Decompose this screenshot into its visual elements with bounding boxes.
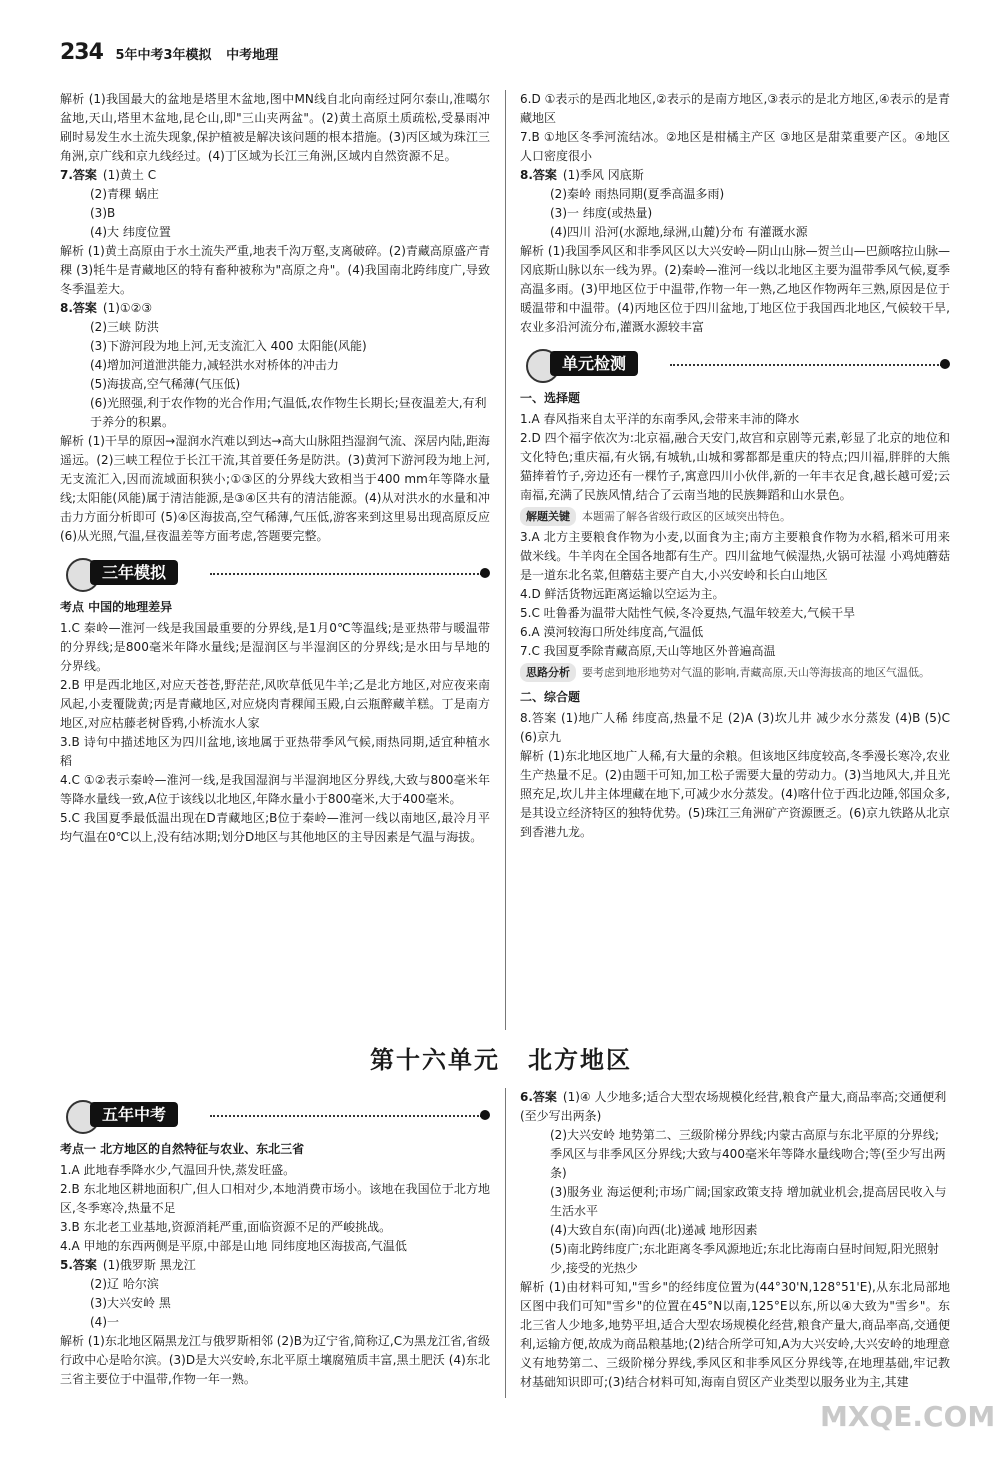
list-item: 4.A 甲地的东西两侧是平原,中部是山地 同纬度地区海拔高,气温低 [60, 1239, 407, 1253]
list-item: 4.C ①②表示秦岭—淮河一线,是我国湿润与半湿润地区分界线,大致与800毫米年等降水量线一致,A位于该线以北地区,年降水量小于800毫米,大于400毫米。 [60, 773, 490, 806]
unit-title [370, 1040, 660, 1075]
kaodian-title: 考点一 北方地区的自然特征与农业、东北三省 [60, 1142, 305, 1156]
answer-7-label: 7.答案 [60, 168, 97, 182]
answer-7-line: (4)大 纬度位置 [90, 225, 171, 239]
answer-7-line: (3)B [90, 206, 116, 220]
section-banner-unit-test [520, 347, 950, 381]
answer-line: (3)大兴安岭 黑 [90, 1296, 171, 1310]
section-comprehensive: 二、综合题 [520, 690, 581, 704]
analysis-8: 解析 (1)干旱的原因→湿润水汽难以到达→高大山脉阻挡湿润气流、深居内陆,距海遥远。(2)三峡工程位于长江干流,其首要任务是防洪。(3)黄河下游河段为地上河,无支流汇入,因而流域面积狭小;①③区的分界线大致相当于400 mm年等降水量线;太阳能(风能)属于清洁能源,是③④区共有的清洁能源。(4)从对洪水的水量和冲击力方面分析即可 (5)④区海拔高,空气稀薄,气压低,游客来到这里易出现高原反应 (6)从光照,气温,昼夜温差等方面考虑,答题要完整。 [60, 434, 490, 543]
kaodian-title: 考点 中国的地理差异 [60, 600, 173, 614]
list-item: 5.C 我国夏季最低温出现在D青藏地区;B位于秦岭—淮河一线以南地区,最冷月平均气温在0℃以上,没有结冰期;划分D地区与其他地区的主导因素是气温与海拔。 [60, 811, 490, 844]
answer-line: (1)俄罗斯 黑龙江 [102, 1258, 196, 1272]
right-column [520, 90, 950, 842]
list-item: 6.D ①表示的是西北地区,②表示的是南方地区,③表示的是北方地区,④表示的是青藏地区 [520, 92, 950, 125]
section-choice: 一、选择题 [520, 391, 581, 405]
list-item: 3.A 北方主要粮食作物为小麦,以面食为主;南方主要粮食作物为水稻,稻米可用来做米线。牛羊肉在全国各地都有生产。四川盆地气候湿热,火锅可祛湿 小鸡炖蘑菇是一道东北名菜,但蘑菇主要产自大,小兴安岭和长白山地区 [520, 530, 950, 582]
bottom-right-column [520, 1088, 950, 1392]
list-item: 2.B 东北地区耕地面积广,但人口相对少,本地消费市场小。该地在我国位于北方地区,冬季寒冷,热量不足 [60, 1182, 490, 1215]
column-divider-bottom [505, 1088, 506, 1398]
book-title: 5年中考3年模拟 [115, 48, 212, 63]
answer-8-line: (4)增加河道泄洪能力,减轻洪水对桥体的冲击力 [90, 358, 339, 372]
column-divider [505, 90, 506, 1030]
analysis-8b: 解析 (1)东北地区地广人稀,有大量的余粮。但该地区纬度较高,冬季漫长寒冷,农业生产热量不足。(2)由题干可知,加工松子需要大量的劳动力。(3)当地风大,并且光照充足,坎儿井主体埋藏在地下,可减少水分蒸发。(4)喀什位于西北边陲,邻国众多,是其设立经济特区的独特优势。(5)珠江三角洲矿产资源匮乏。(6)京九铁路从北京到香港九龙。 [520, 749, 950, 839]
answer-8-label: 8.答案 [520, 168, 557, 182]
section-banner-three-year [60, 556, 490, 590]
answer-line: (3)服务业 海运便利;市场广阔;国家政策支持 增加就业机会,提高居民收入与生活水平 [550, 1185, 947, 1218]
answer-line: (4)大致自东(南)向西(北)递减 地形因素 [550, 1223, 758, 1237]
list-item: 4.D 鲜活货物远距离运输以空运为主。 [520, 587, 725, 601]
answer-line: (1)季风 冈底斯 [562, 168, 644, 182]
subject: 中考地理 [226, 48, 279, 63]
unit-name: 北方地区 [528, 1046, 632, 1074]
answer-8-line: (2)三峡 防洪 [90, 320, 159, 334]
analysis-5: 解析 (1)东北地区隔黑龙江与俄罗斯相邻 (2)B为辽宁省,简称辽,C为黑龙江省,省级行政中心是哈尔滨。(3)D是大兴安岭,东北平原土壤腐殖质丰富,黑土肥沃 (4)东北三省主要位于中温带,作物一年一熟。 [60, 1334, 490, 1386]
answer-line: (2)大兴安岭 地势第二、三级阶梯分界线;内蒙古高原与东北平原的分界线;季风区与非季风区分界线;大致与400毫米年等降水量线吻合;等(至少写出两条) [550, 1128, 946, 1180]
tip-analysis [520, 663, 950, 682]
list-item: 6.A 漠河较海口所处纬度高,气温低 [520, 625, 704, 639]
answer-line: (4)一 [90, 1315, 119, 1329]
section-banner-five-year [60, 1098, 490, 1132]
answer-line: (4)四川 沿河(水源地,绿洲,山麓)分布 有灌溉水源 [550, 225, 808, 239]
answer-8-label: 8.答案 [60, 301, 97, 315]
analysis-6: 解析 (1)由材料可知,"雪乡"的经纬度位置为(44°30'N,128°51'E),从东北局部地区图中我们可知"雪乡"的位置在45°N以南,125°E以东,所以④大致为"雪乡"。东北三省人少地多,地势平坦,适合大型农场规模化经营,粮食产量大,商品率高,交通便利,运输方便,故成为商品粮基地;(2)结合所学可知,A为大兴安岭,大兴安岭的地理意义有地势第二、三级阶梯分界线,季风区和非季风区分界线等,在地理基础,牢记教材基础知识即可;(3)结合材料可知,海南自贸区产业类型以服务业为主,其建 [520, 1280, 950, 1389]
list-item: 1.C 秦岭—淮河一线是我国最重要的分界线,是1月0℃等温线;是亚热带与暖温带的分界线;是800毫米年降水量线;是湿润区与半湿润区的分界线;是水田与旱地的分界线。 [60, 621, 490, 673]
page-number: 234 [60, 40, 103, 65]
answer-8-line: (3)下游河段为地上河,无支流汇入 400 太阳能(风能) [90, 339, 367, 353]
page-header [60, 40, 278, 65]
list-item: 2.D 四个福字依次为:北京福,融合天安门,故宫和京剧等元素,彰显了北京的地位和文化特色;重庆福,有火锅,有城轨,山城和雾都都是重庆的特点;四川福,胖胖的大熊猫捧着竹子,旁边还有一棵竹子,寓意四川小伙伴,新的一年丰衣足食,越长越可爱;云南福,充满了民族风情,结合了云南当地的民族舞蹈和山水景色。 [520, 431, 950, 502]
list-item: 3.B 诗句中描述地区为四川盆地,该地属于亚热带季风气候,雨热同期,适宜种植水稻 [60, 735, 490, 768]
tip-tag: 解题关键 [520, 507, 576, 526]
watermark: MXQE.COM [820, 1400, 996, 1433]
list-item: 3.B 东北老工业基地,资源消耗严重,面临资源不足的严峻挑战。 [60, 1220, 392, 1234]
answer-8-line: (6)光照强,利于农作物的光合作用;气温低,农作物生长期长;昼夜温差大,有利于养分的积累。 [90, 396, 487, 429]
answer-7-line: (2)青稞 蜗庄 [90, 187, 159, 201]
list-item: 1.A 此地春季降水少,气温回升快,蒸发旺盛。 [60, 1163, 296, 1177]
answer-line: (3)一 纬度(或热量) [550, 206, 653, 220]
bottom-left-column [60, 1088, 490, 1389]
answer-8-line: (5)海拔高,空气稀薄(气压低) [90, 377, 241, 391]
answer-7-line: (1)黄土 C [102, 168, 157, 182]
banner-title: 单元检测 [550, 351, 638, 376]
list-item: 5.C 吐鲁番为温带大陆性气候,冬冷夏热,气温年较差大,气候干旱 [520, 606, 856, 620]
tip-text: 本题需了解各省级行政区的区域突出特色。 [582, 510, 791, 523]
answer-5-label: 5.答案 [60, 1258, 97, 1272]
answer-line: (2)秦岭 雨热同期(夏季高温多雨) [550, 187, 725, 201]
analysis-7: 解析 (1)黄土高原由于水土流失严重,地表千沟万壑,支离破碎。(2)青藏高原盛产青稞 (3)牦牛是青藏地区的特有畜种被称为"高原之舟"。(4)我国南北跨纬度广,导致冬季温差大。 [60, 244, 490, 296]
answer-line: (1)④ 人少地多;适合大型农场规模化经营,粮食产量大,商品率高;交通便利(至少写出两条) [520, 1090, 947, 1123]
list-item: 1.A 春风指来自太平洋的东南季风,会带来丰沛的降水 [520, 412, 800, 426]
tip-tag: 思路分析 [520, 663, 576, 682]
answer-8-line: (1)①②③ [102, 301, 153, 315]
tip-key [520, 507, 950, 526]
banner-title: 五年中考 [90, 1102, 178, 1127]
banner-title: 三年模拟 [90, 560, 178, 585]
list-item: 7.B ①地区冬季河流结冰。②地区是柑橘主产区 ③地区是甜菜重要产区。④地区人口密度很小 [520, 130, 950, 163]
list-item: 7.C 我国夏季除青藏高原,天山等地区外普遍高温 [520, 644, 776, 658]
list-item: 2.B 甲是西北地区,对应天苍苍,野茫茫,风吹草低见牛羊;乙是北方地区,对应夜来南风起,小麦覆陇黄;丙是青藏地区,对应烧肉青稞闻玉殿,白云瓶醉藏羊糕。丁是南方地区,对应枯藤老树昏鸦,小桥流水人家 [60, 678, 490, 730]
answer-line: (5)南北跨纬度广;东北距离冬季风源地近;东北比海南白昼时间短,阳光照射少,接受的光热少 [550, 1242, 939, 1275]
left-column [60, 90, 490, 847]
unit-number: 第十六单元 [370, 1046, 500, 1074]
analysis-1: 解析 (1)我国最大的盆地是塔里木盆地,图中MN线自北向南经过阿尔泰山,准噶尔盆地,天山,塔里木盆地,昆仑山,即"三山夹两盆"。(2)黄土高原土质疏松,受暴雨冲刷时易发生水土流失现象,保护植被是解决该问题的根本措施。(3)丙区域为珠江三角洲,京广线和京九线经过。(4)丁区域为长江三角洲,区域内自然资源不足。 [60, 92, 490, 163]
analysis-8-right: 解析 (1)我国季风区和非季风区以大兴安岭—阴山山脉—贺兰山—巴颜喀拉山脉—冈底斯山脉以东一线为界。(2)秦岭—淮河一线以北地区主要为温带季风气候,夏季高温多雨。(3)甲地区位于中温带,作物一年一熟,乙地区作物两年三熟,原因是位于暖温带和中温带。(4)丙地区位于四川盆地,丁地区位于我国西北地区,气候较干旱,农业多沿河流分布,灌溉水源较丰富 [520, 244, 950, 334]
answer-8b: 8.答案 (1)地广人稀 纬度高,热量不足 (2)A (3)坎儿井 减少水分蒸发 (4)B (5)C (6)京九 [520, 711, 950, 744]
answer-line: (2)辽 哈尔滨 [90, 1277, 159, 1291]
tip-text: 要考虑到地形地势对气温的影响,青藏高原,天山等海拔高的地区气温低。 [582, 666, 930, 679]
answer-6-label: 6.答案 [520, 1090, 557, 1104]
